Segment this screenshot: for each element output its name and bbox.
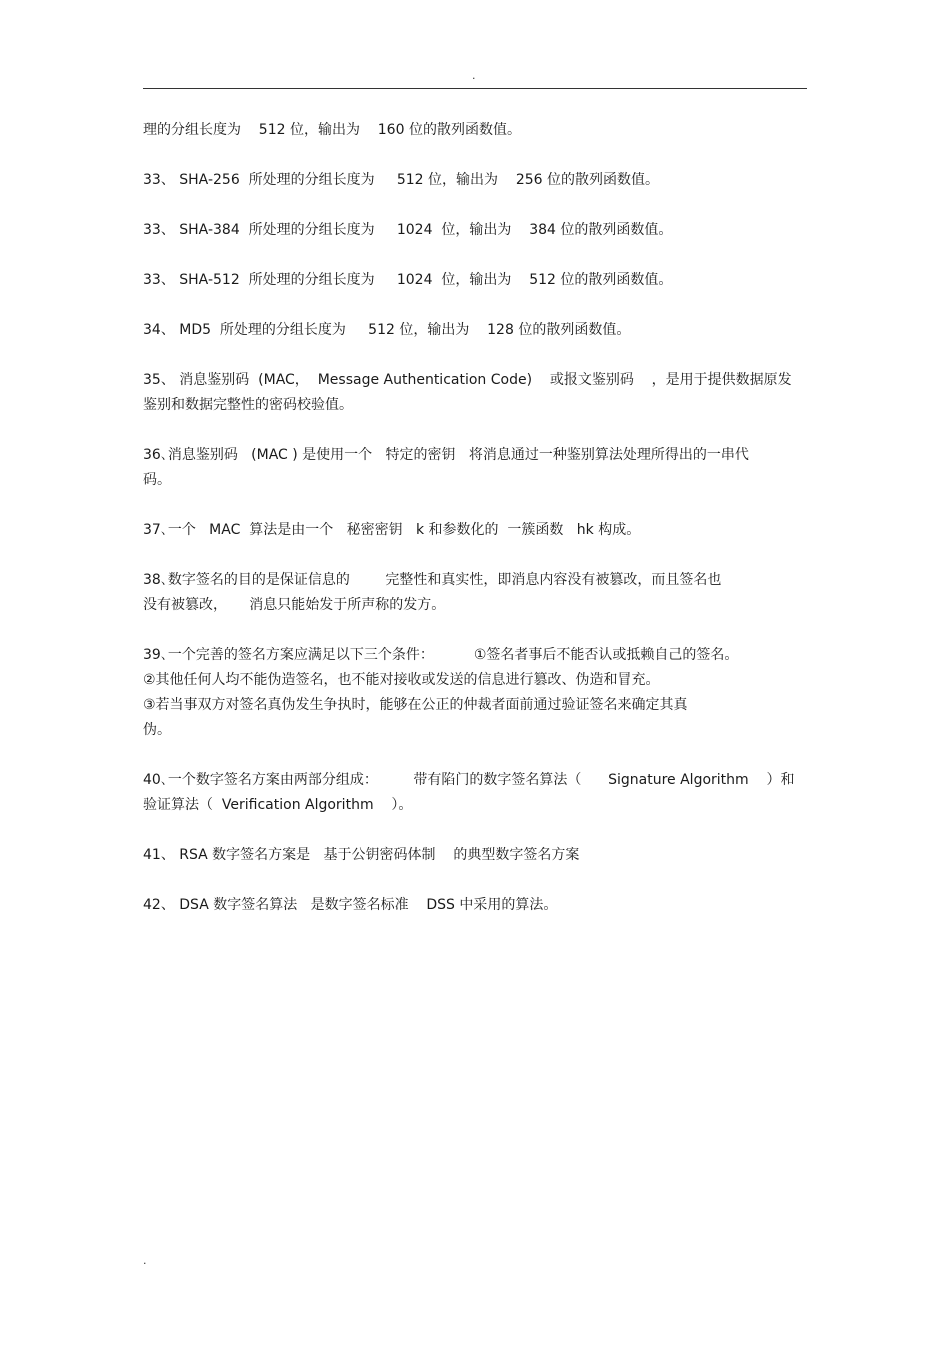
paragraph — [143, 368, 811, 418]
paragraph — [143, 443, 811, 493]
paragraph-line: 36､消息鉴别码 (MAC ) 是使用一个 特定的密钥 将消息通过一种鉴别算法处理所得出的一串代 — [143, 447, 749, 463]
paragraph-line: 33、 SHA-256 所处理的分组长度为 512 位，输出为 256 位的散列函数值。 — [143, 172, 660, 188]
paragraph-line: 41、 RSA 数字签名方案是 基于公钥密码体制 的典型数字签名方案 — [143, 847, 580, 863]
paragraph-line: 验证算法（ Verification Algorithm ）。 — [143, 797, 413, 813]
paragraph-line: 33、 SHA-384 所处理的分组长度为 1024 位，输出为 384 位的散列函数值。 — [143, 222, 673, 238]
footer-mark: . — [143, 1254, 147, 1267]
paragraph-line: 38､数字签名的目的是保证信息的 完整性和真实性，即消息内容没有被篡改，而且签名也 — [143, 572, 722, 588]
paragraph-line: 42、 DSA 数字签名算法 是数字签名标准 DSS 中采用的算法。 — [143, 897, 558, 913]
paragraph — [143, 218, 811, 243]
paragraph-line: ③若当事双方对签名真伪发生争执时，能够在公正的仲裁者面前通过验证签名来确定其真 — [143, 697, 688, 713]
paragraph-line: 理的分组长度为 512 位，输出为 160 位的散列函数值。 — [143, 122, 521, 138]
paragraph-line: 33、 SHA-512 所处理的分组长度为 1024 位，输出为 512 位的散列函数值。 — [143, 272, 673, 288]
paragraph-line: 37､一个 MAC 算法是由一个 秘密密钥 k 和参数化的 一簇函数 hk 构成。 — [143, 522, 641, 538]
paragraph — [143, 168, 811, 193]
paragraph-line: ②其他任何人均不能伪造签名，也不能对接收或发送的信息进行篡改、伪造和冒充。 — [143, 672, 660, 688]
paragraph — [143, 318, 811, 343]
paragraph-line: 没有被篡改， 消息只能始发于所声称的发方。 — [143, 597, 446, 613]
paragraph — [143, 893, 811, 918]
paragraph-line: 伪。 — [143, 722, 171, 738]
paragraph — [143, 518, 811, 543]
paragraph — [143, 268, 811, 293]
paragraph-line: 34、 MD5 所处理的分组长度为 512 位，输出为 128 位的散列函数值。 — [143, 322, 631, 338]
paragraph-line: 码。 — [143, 472, 171, 488]
paragraph-line: 35、 消息鉴别码 (MAC， Message Authentication Code) 或报文鉴别码 ，是用于提供数据原发 — [143, 372, 792, 388]
document-body — [143, 118, 811, 943]
paragraph-line: 40､一个数字签名方案由两部分组成： 带有陷门的数字签名算法（ Signature Algorithm ）和 — [143, 772, 795, 788]
header-mark: . — [472, 69, 476, 82]
paragraph — [143, 843, 811, 868]
paragraph — [143, 568, 811, 618]
paragraph — [143, 768, 811, 818]
paragraph-line: 39､一个完善的签名方案应满足以下三个条件： ①签名者事后不能否认或抵赖自己的签名。 — [143, 647, 739, 663]
paragraph — [143, 643, 811, 743]
header-rule — [143, 88, 807, 89]
paragraph — [143, 118, 811, 143]
paragraph-line: 鉴别和数据完整性的密码校验值。 — [143, 397, 353, 413]
